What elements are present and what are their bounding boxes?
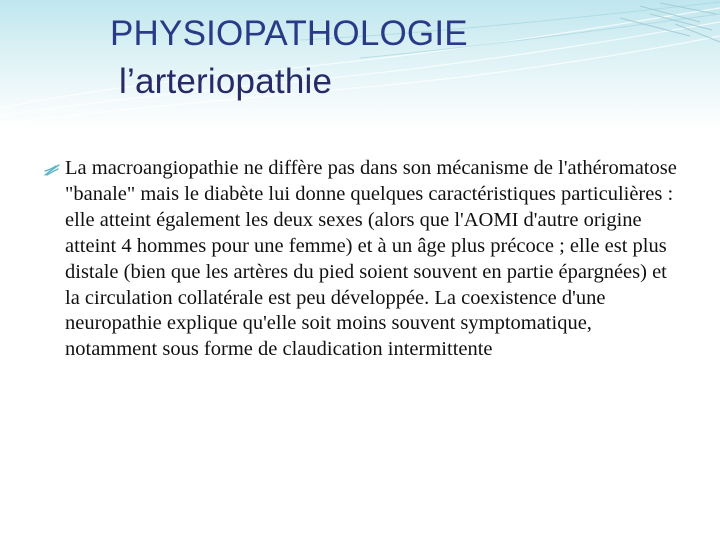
page-title — [110, 10, 468, 106]
title-line-1: PHYSIOPATHOLOGIE — [110, 14, 468, 53]
content-area — [44, 156, 684, 363]
bullet-text: La macroangiopathie ne diffère pas dans son mécanisme de l'athéromatose "banale" mais le diabète lui donne quelques caractéristiques particulières : elle atteint également les deux sexes (alors que l'AOMI d'autre origine atteint 4 hommes pour une femme) et à un âge plus précoce ; elle est plus distale (bien que les artères du pied soient souvent en partie épargnées) et la circulation collatérale est peu développée. La coexistence d'une neuropathie explique qu'elle soit moins souvent symptomatique, notamment sous forme de claudication intermittente — [65, 157, 677, 361]
bullet-paragraph — [44, 156, 684, 363]
title-line-2: l’arteriopathie — [119, 62, 333, 101]
reed-bullet-icon — [44, 164, 60, 176]
